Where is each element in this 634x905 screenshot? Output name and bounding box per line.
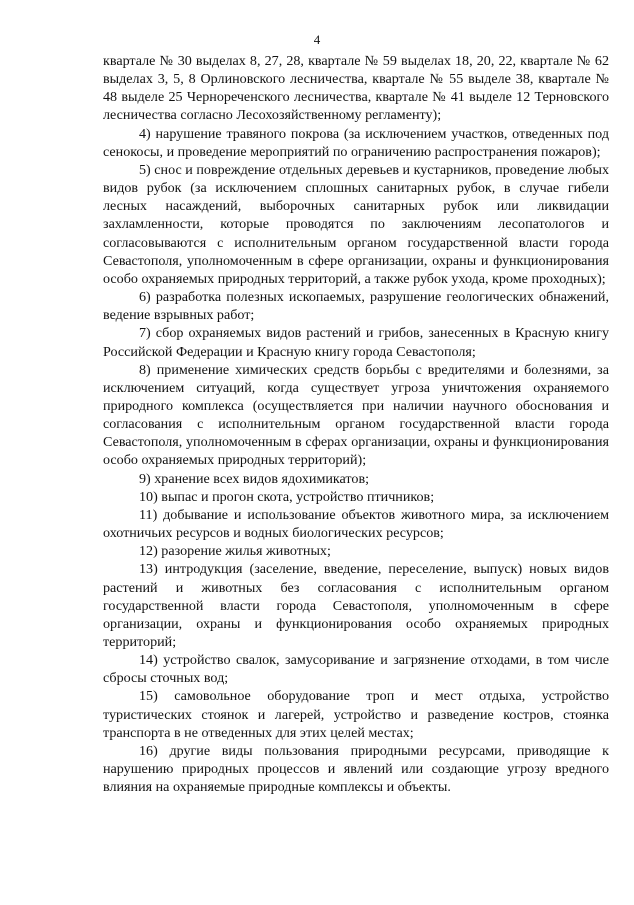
list-item-11: 11) добывание и использование объектов животного мира, за исключением охотничьих ресурсов и водных биологических ресурсов; — [103, 506, 609, 542]
list-item-13: 13) интродукция (заселение, введение, переселение, выпуск) новых видов растений и животных без согласования с исполнительным органом государственной власти города Севастополя, уполномоченным в сфере организации, охраны и функционирования особо охраняемых природных территорий; — [103, 561, 609, 650]
list-item-9: 9) хранение всех видов ядохимикатов; — [139, 470, 370, 487]
list-item-10: 10) выпас и прогон скота, устройство птичников; — [139, 488, 435, 505]
page-number: 4 — [313, 32, 321, 47]
list-item-14: 14) устройство свалок, замусоривание и загрязнение отходами, в том числе сбросы сточных вод; — [103, 652, 609, 687]
document-body — [103, 52, 609, 796]
list-item-7: 7) сбор охраняемых видов растений и грибов, занесенных в Красную книгу Российской Федерации и Красную книгу города Севастополя; — [103, 325, 609, 360]
paragraph-continuation: квартале № 30 выделах 8, 27, 28, квартале № 59 выделах 18, 20, 22, квартале № 62 выделах 3, 5, 8 Орлиновского лесничества, квартале № 55 выделе 38, квартале № 48 выделе 25 Чернореченского лесничества, квартале № 41 выделе 12 Терновского лесничества согласно Лесохозяйственному регламенту); — [103, 53, 609, 124]
list-item-4: 4) нарушение травяного покрова (за исключением участков, отведенных под сенокосы, и проведение мероприятий по ограничению распространения пожаров); — [103, 125, 609, 160]
list-item-5: 5) снос и повреждение отдельных деревьев и кустарников, проведение любых видов рубок (за исключением сплошных санитарных рубок, в случае гибели лесных насаждений, выборочных санитарных рубок или ликвидации захламленности, которые проводятся по заключениям лесопатологов и согласовываются с исполнительным органом государственной власти города Севастополя, уполномоченным в сфере организации, охраны и функционирования особо охраняемых природных территорий, а также рубок ухода, кроме проходных); — [103, 161, 609, 287]
list-item-15: 15) самовольное оборудование троп и мест отдыха, устройство туристических стоянок и лагерей, устройство и разведение костров, стоянка транспорта в не отведенных для этих целей местах; — [103, 688, 609, 741]
list-item-8: 8) применение химических средств борьбы с вредителями и болезнями, за исключением ситуаций, когда существует угроза уничтожения охраняемого природного комплекса (осуществляется при наличии научного обоснования и согласования с исполнительным органом государственной власти города Севастополя, уполномоченным в сферах организации, охраны и функционирования особо охраняемых природных территорий); — [103, 361, 609, 469]
list-item-12: 12) разорение жилья животных; — [139, 543, 331, 560]
list-item-6: 6) разработка полезных ископаемых, разрушение геологических обнажений, ведение взрывных работ; — [103, 289, 609, 324]
list-item-16: 16) другие виды пользования природными ресурсами, приводящие к нарушению природных процессов и явлений или создающие угрозу вредного влияния на охраняемые природные комплексы и объекты. — [103, 742, 609, 796]
